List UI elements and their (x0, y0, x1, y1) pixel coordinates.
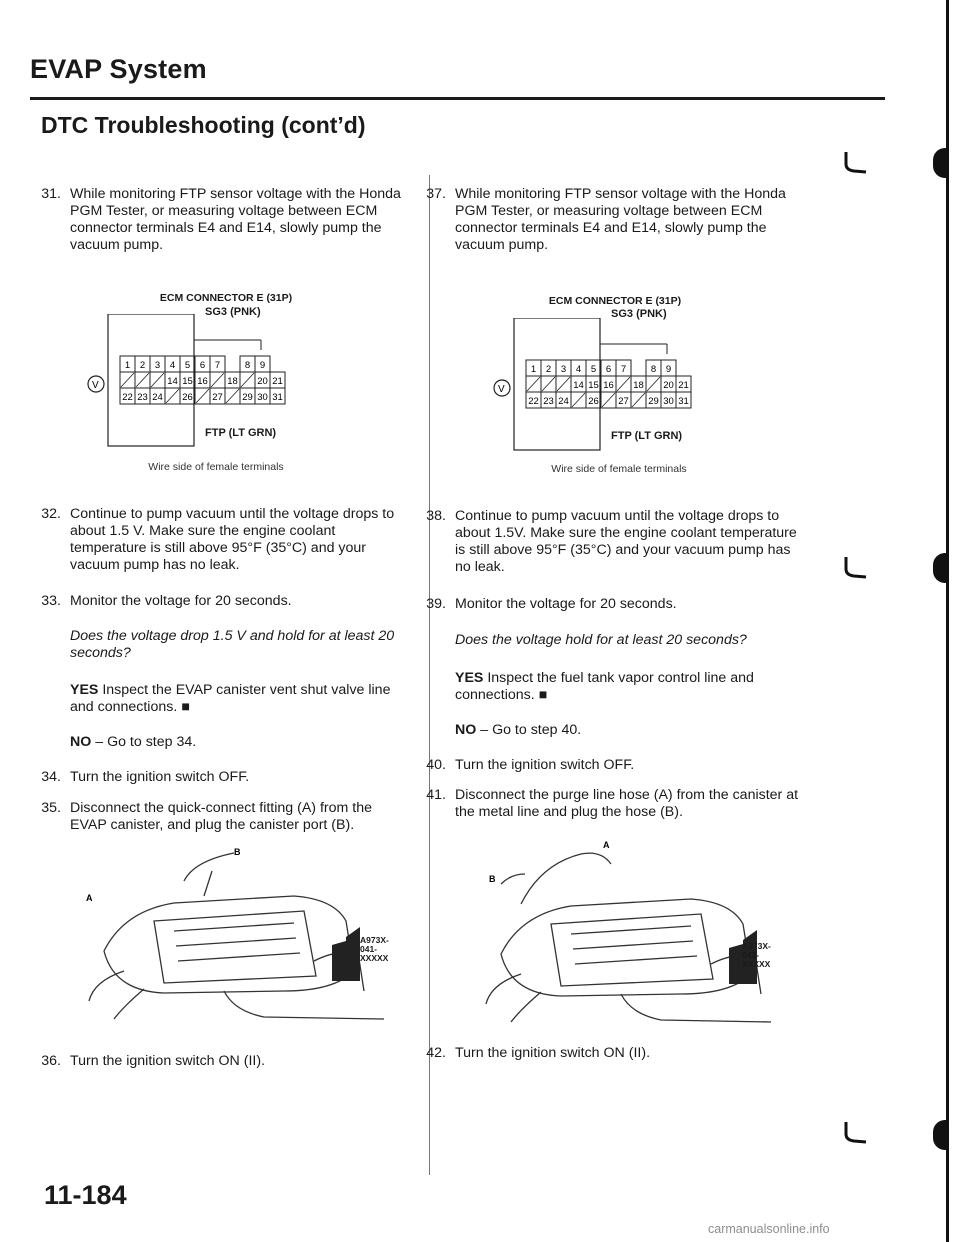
ftp-label: FTP (LT GRN) (205, 427, 277, 439)
page-heading: DTC Troubleshooting (cont’d) (41, 112, 366, 138)
connector-note: Wire side of female terminals (551, 463, 687, 475)
step-number: 36. (41, 1053, 61, 1069)
connector-pin-number: 3 (560, 364, 567, 375)
page-number: 11-184 (44, 1180, 127, 1210)
photo-code-line: A973X- (742, 941, 771, 951)
yes-text: Inspect the EVAP canister vent shut valve line and connections. (70, 682, 391, 715)
sg3-label: SG3 (PNK) (205, 306, 261, 318)
unused-pin-slash (542, 377, 555, 391)
photo-code-line: A973X- (360, 935, 389, 945)
step-text: Turn the ignition switch OFF. (70, 769, 250, 785)
connector-pin-number: 16 (603, 380, 614, 391)
connector-caption: ECM CONNECTOR E (31P) (159, 292, 293, 304)
connector-pin-number: 18 (633, 380, 644, 391)
no-label: NO (70, 734, 92, 750)
step-34 (36, 769, 406, 786)
svg-text:A: A (86, 893, 93, 903)
connector-pin-number: 23 (137, 392, 148, 403)
svg-text:V: V (498, 384, 505, 395)
unused-pin-slash (151, 373, 164, 387)
connector-note: Wire side of female terminals (148, 461, 284, 473)
unused-pin-slash (527, 377, 540, 391)
yes-label: YES (455, 670, 484, 686)
svg-text:B: B (489, 874, 496, 884)
photo-code (360, 936, 389, 963)
unused-pin-slash (557, 377, 570, 391)
connector-pin-number: 9 (259, 360, 266, 371)
unused-pin-slash (226, 389, 239, 403)
right-edge-bracket-icon (842, 555, 868, 579)
connector-pin-number: 20 (663, 380, 674, 391)
question-text: Does the voltage hold for at least 20 seconds? (455, 632, 747, 648)
connector-pin-number: 26 (588, 396, 599, 407)
title-rule (30, 97, 885, 100)
connector-pin-number: 6 (199, 360, 206, 371)
yes-answer (455, 670, 795, 704)
connector-pin-number: 4 (169, 360, 176, 371)
step-text: Continue to pump vacuum until the voltage drops to about 1.5 V. Make sure the engine coolant temperature is still above 95°F (35°C) and your vacuum pump has no leak. (70, 506, 395, 573)
step-text: Monitor the voltage for 20 seconds. (70, 593, 292, 609)
ftp-label: FTP (LT GRN) (611, 430, 683, 442)
no-text: Go to step 34. (107, 734, 197, 750)
connector-pin-number: 21 (272, 376, 283, 387)
step-number: 38. (426, 508, 446, 524)
connector-pin-number: 7 (620, 364, 627, 375)
step-text: While monitoring FTP sensor voltage with the Honda PGM Tester, or measuring voltage between ECM connector terminals E4 and E14, slowly pump the vacuum pump. (70, 186, 401, 253)
connector-pin-number: 1 (530, 364, 537, 375)
connector-pin-number: 6 (605, 364, 612, 375)
connector-pin-number: 3 (154, 360, 161, 371)
connector-pin-number: 31 (678, 396, 689, 407)
step-text: Turn the ignition switch ON (II). (455, 1045, 651, 1061)
step-37 (421, 186, 806, 254)
connector-pin-number: 15 (182, 376, 193, 387)
unused-pin-slash (241, 373, 254, 387)
step-number: 40. (426, 757, 446, 773)
step-number: 37. (426, 186, 446, 202)
connector-pin-number: 2 (139, 360, 146, 371)
question-text: Does the voltage drop 1.5 V and hold for at least 20 seconds? (70, 628, 395, 661)
connector-pin-number: 22 (122, 392, 133, 403)
purge-line-illustration-right (481, 834, 791, 1024)
unused-pin-slash (121, 373, 134, 387)
connector-pin-number: 26 (182, 392, 193, 403)
unused-pin-slash (617, 377, 630, 391)
connector-pin-number: 5 (590, 364, 597, 375)
connector-pin-number: 7 (214, 360, 221, 371)
svg-text:B: B (234, 847, 241, 857)
column-divider (429, 175, 430, 1175)
step-number: 39. (426, 596, 446, 612)
sg3-label: SG3 (PNK) (611, 308, 667, 320)
connector-caption: ECM CONNECTOR E (31P) (548, 295, 682, 307)
unused-pin-slash (136, 373, 149, 387)
connector-pin-number: 29 (242, 392, 253, 403)
connector-pin-number: 14 (167, 376, 178, 387)
evap-canister-illustration-left (84, 841, 404, 1021)
yes-label: YES (70, 682, 99, 698)
connector-pin-number: 16 (197, 376, 208, 387)
connector-pin-number: 23 (543, 396, 554, 407)
step-31 (36, 186, 406, 254)
end-mark-icon: ■ (538, 687, 548, 703)
yes-text: Inspect the fuel tank vapor control line and connections. (455, 670, 754, 703)
connector-pin-number: 27 (212, 392, 223, 403)
svg-text:V: V (92, 380, 99, 391)
connector-pin-number: 5 (184, 360, 191, 371)
step-text: Disconnect the purge line hose (A) from the canister at the metal line and plug the hose (B). (455, 787, 799, 820)
unused-pin-slash (572, 393, 585, 407)
connector-pin-number: 1 (124, 360, 131, 371)
connector-pin-number: 8 (244, 360, 251, 371)
step-32 (36, 506, 406, 574)
connector-pin-number: 24 (152, 392, 163, 403)
section-title: EVAP System (30, 54, 207, 84)
unused-pin-slash (632, 393, 645, 407)
no-label: NO (455, 722, 477, 738)
connector-pin-number: 31 (272, 392, 283, 403)
step-text: Disconnect the quick-connect fitting (A) from the EVAP canister, and plug the canister port (B). (70, 800, 373, 833)
photo-code-line: XXXXX (360, 953, 389, 963)
step-number: 35. (41, 800, 61, 816)
step-number: 31. (41, 186, 61, 202)
connector-pin-number: 22 (528, 396, 539, 407)
connector-pin-number: 4 (575, 364, 582, 375)
connector-pin-number: 20 (257, 376, 268, 387)
step-number: 42. (426, 1045, 446, 1061)
photo-code-line: 041- (360, 944, 378, 954)
no-text: Go to step 40. (492, 722, 582, 738)
end-mark-icon: ■ (181, 699, 190, 715)
step-39 (421, 596, 806, 613)
unused-pin-slash (602, 393, 615, 407)
step-text: Continue to pump vacuum until the voltage drops to about 1.5V. Make sure the engine coolant temperature is still above 95°F (35°C) and your vacuum pump has no leak. (455, 508, 797, 575)
connector-pin-number: 30 (257, 392, 268, 403)
step-number: 33. (41, 593, 61, 609)
connector-pin-number: 18 (227, 376, 238, 387)
edge-line (946, 0, 949, 1242)
step-number: 34. (41, 769, 61, 785)
connector-pin-number: 8 (650, 364, 657, 375)
connector-pin-number: 2 (545, 364, 552, 375)
step-text: Monitor the voltage for 20 seconds. (455, 596, 677, 612)
unused-pin-slash (166, 389, 179, 403)
connector-pin-number: 29 (648, 396, 659, 407)
photo-code-line: 041- (742, 950, 760, 960)
unused-pin-slash (647, 377, 660, 391)
step-33 (36, 593, 406, 610)
photo-code (742, 942, 771, 969)
unused-pin-slash (196, 389, 209, 403)
photo-code-line: XXXXX (742, 959, 771, 969)
connector-pin-number: 30 (663, 396, 674, 407)
step-number: 32. (41, 506, 61, 522)
connector-pin-number: 27 (618, 396, 629, 407)
step-36 (36, 1053, 406, 1070)
connector-pin-number: 21 (678, 380, 689, 391)
top-right-bracket-icon (842, 150, 868, 174)
step-number: 41. (426, 787, 446, 803)
step-35 (36, 800, 406, 834)
connector-pin-number: 14 (573, 380, 584, 391)
connector-pin-number: 24 (558, 396, 569, 407)
step-text: Turn the ignition switch OFF. (455, 757, 635, 773)
connector-pin-number: 9 (665, 364, 672, 375)
step-text: While monitoring FTP sensor voltage with the Honda PGM Tester, or measuring voltage between ECM connector terminals E4 and E14, slowly pump the vacuum pump. (455, 186, 786, 253)
yes-answer (70, 682, 410, 716)
right-edge-bracket-icon (842, 1120, 868, 1144)
step-40 (421, 757, 806, 774)
step-42 (421, 1045, 806, 1062)
watermark: carmanualsonline.info (708, 1222, 830, 1236)
step-41 (421, 787, 806, 821)
connector-pin-number: 15 (588, 380, 599, 391)
no-answer: NO – Go to step 34. (70, 734, 197, 750)
step-38 (421, 508, 806, 576)
unused-pin-slash (211, 373, 224, 387)
no-answer: NO – Go to step 40. (455, 722, 582, 738)
svg-text:A: A (603, 840, 610, 850)
step-text: Turn the ignition switch ON (II). (70, 1053, 266, 1069)
